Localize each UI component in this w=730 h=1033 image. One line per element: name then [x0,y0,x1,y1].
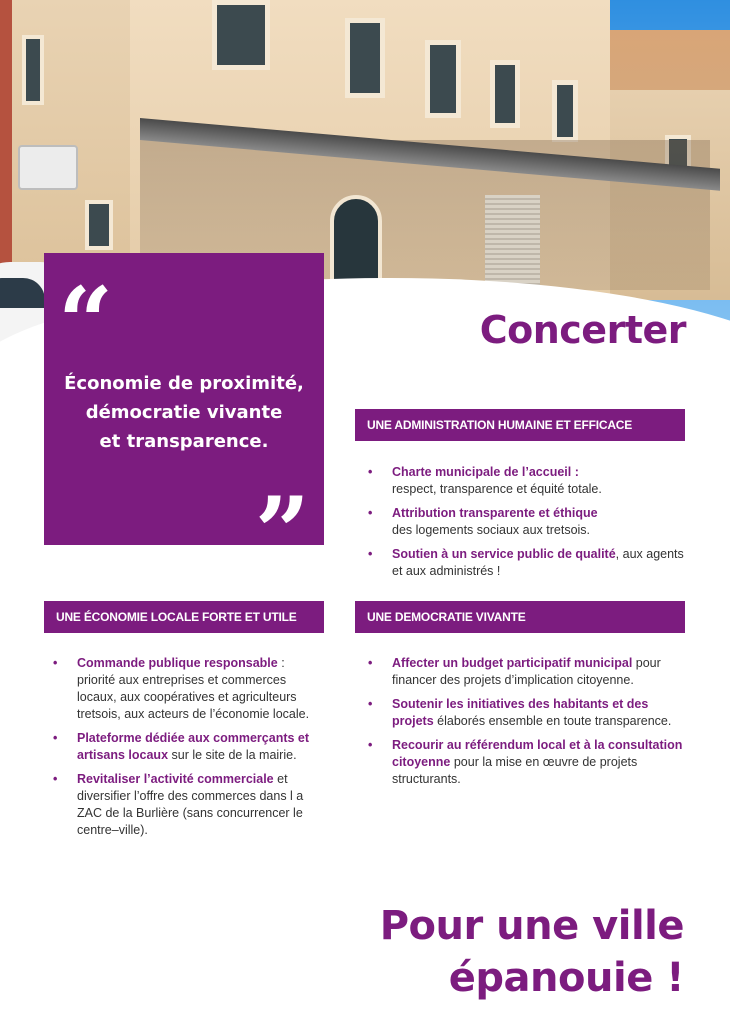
economy-list [53,655,323,846]
open-quote-icon: “ [58,266,114,379]
item-text: sur le site de la mairie. [168,748,297,762]
list-item [368,737,688,788]
bullet-icon: • [53,731,58,745]
air-conditioner [18,145,78,190]
bullet-icon: • [368,506,373,520]
slogan-line: épanouie ! [448,955,684,1001]
section-heading-admin: UNE ADMINISTRATION HUMAINE ET EFFICACE [355,409,685,441]
quote-line: démocratie vivante [85,402,283,423]
section-heading-democracy: UNE DEMOCRATIE VIVANTE [355,601,685,633]
list-item [53,771,323,839]
list-item [368,655,688,689]
bullet-icon: • [368,738,373,752]
item-text: et diversifier l’offre des commerces dans l a ZAC de la Burlière (sans concurrencer le centre–ville). [77,772,304,837]
list-item [53,655,323,723]
item-bold: Plateforme dédiée aux commerçants et artisans locaux [77,731,310,762]
item-bold: Revitaliser l’activité commerciale [77,772,274,786]
window [425,40,461,118]
bullet-icon: • [368,656,373,670]
close-quote-icon: ” [254,476,310,589]
list-item [368,464,688,498]
slogan-line: Pour une ville [379,903,684,949]
item-text: des logements sociaux aux tretsois. [392,523,591,537]
item-bold: Soutenir les initiatives des habitants et des projets [392,697,649,728]
section-heading-economy: UNE ÉCONOMIE LOCALE FORTE ET UTILE [44,601,324,633]
window [85,200,113,250]
bullet-icon: • [53,656,58,670]
window [490,60,520,128]
item-bold: Recourir au référendum local et à la consultation citoyenne [392,738,683,769]
window [22,35,44,105]
quote-box [44,253,324,589]
quote-line: Économie de proximité, [64,373,304,394]
bullet-icon: • [368,465,373,479]
roller-shutter [485,195,540,290]
admin-list [368,464,688,587]
window [212,0,270,70]
bullet-icon: • [53,772,58,786]
list-item [368,505,688,539]
item-text: pour la mise en œuvre de projets structurants. [392,755,638,786]
window [345,18,385,98]
bullet-icon: • [368,697,373,711]
item-bold: Soutien à un service public de qualité [392,547,616,561]
list-item [368,696,688,730]
item-bold: Commande publique responsable [77,656,278,670]
list-item [53,730,323,764]
item-text: , aux agents et aux administrés ! [392,547,684,578]
page-title: Concerter [479,308,686,352]
item-bold: Affecter un budget participatif municipal [392,656,633,670]
bullet-icon: • [368,547,373,561]
red-facade-edge [0,0,12,300]
item-bold: Charte municipale de l’accueil : [392,465,579,479]
item-text: respect, transparence et équité totale. [392,482,602,496]
quote-text [44,369,324,456]
item-text: : priorité aux entreprises et commerces locaux, aux coopératives et agriculteurs tretsois, aux acteurs de l’économie locale. [77,656,310,721]
item-text: pour financer des projets d’implication citoyenne. [392,656,661,687]
democracy-list [368,655,688,795]
list-item [368,546,688,580]
slogan [380,900,684,1004]
item-text: élaborés ensemble en toute transparence. [433,714,672,728]
window [552,80,578,142]
quote-line: et transparence. [99,431,269,452]
item-bold: Attribution transparente et éthique [392,506,598,520]
